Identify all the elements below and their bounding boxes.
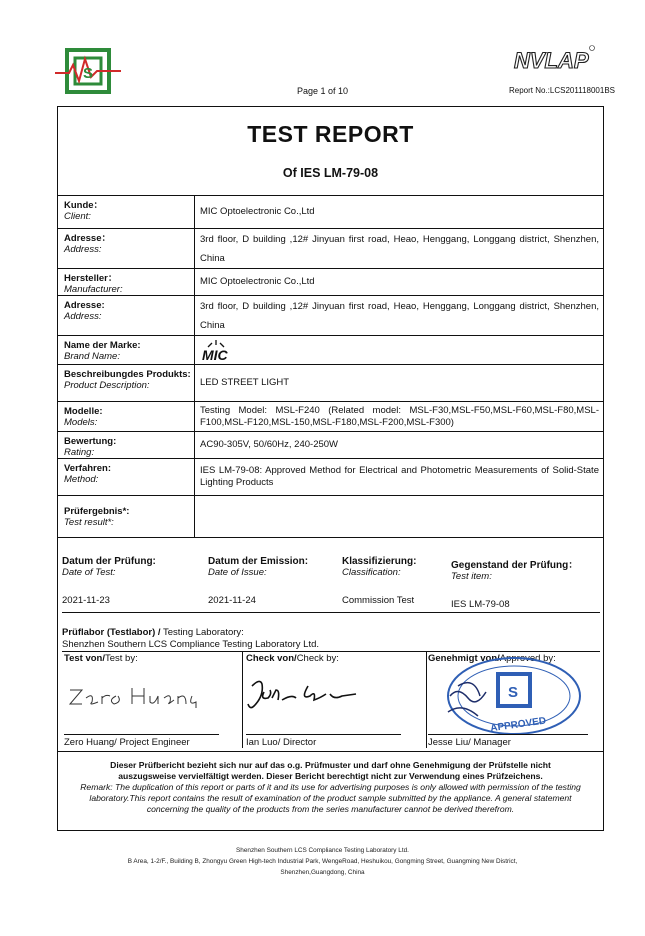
- test-by-label-en: Test by:: [105, 653, 138, 664]
- signature-line: [64, 734, 219, 735]
- divider: [57, 751, 604, 752]
- brand-label-de: Name der Marke:: [64, 340, 141, 351]
- product-label-de: Beschreibungdes Produkts:: [64, 369, 191, 380]
- date-of-issue-label-de: Datum der Emission:: [208, 556, 309, 567]
- signature-line: [246, 734, 401, 735]
- svg-text:APPROVED: APPROVED: [489, 715, 547, 735]
- date-of-test-label-de: Datum der Prüfung:: [62, 556, 156, 567]
- rating-label-de: Bewertung:: [64, 436, 117, 447]
- test-item: [451, 556, 578, 610]
- client-label-en: Client:: [64, 211, 91, 222]
- client-value: MIC Optoelectronic Co.,Ltd: [200, 206, 315, 217]
- row-client: [57, 196, 604, 229]
- info-table: [57, 195, 604, 538]
- row-rating: [57, 432, 604, 459]
- row-method: [57, 459, 604, 496]
- row-manufacturer-address: [57, 296, 604, 336]
- footer-address: B Area, 1-2/F., Building B, Zhongyu Green High-tech Industrial Park, WengeRoad, Heshuikou, Gongming Street, Guangming New District,: [127, 858, 518, 865]
- divider: [62, 612, 600, 613]
- check-by-label-de: Check von/: [246, 653, 297, 664]
- rating-label-en: Rating:: [64, 447, 95, 458]
- check-by-label-en: Check by:: [296, 653, 339, 664]
- lab-label-en: Testing Laboratory:: [160, 627, 244, 638]
- test-by-label: [64, 653, 138, 664]
- result-label-en: Test result*:: [64, 517, 114, 528]
- lab-name: Shenzhen Southern LCS Compliance Testing Laboratory Ltd.: [62, 639, 320, 650]
- test-item-label-en: Test item:: [451, 571, 492, 582]
- signature-zero-huang: [68, 684, 198, 715]
- test-by-label-de: Test von/: [64, 653, 105, 664]
- method-label-de: Verfahren:: [64, 463, 111, 474]
- footer: [0, 845, 645, 878]
- nvlap-logo: [512, 44, 596, 78]
- classification: [342, 556, 416, 606]
- row-brand: [57, 336, 604, 365]
- report-number: Report No.:LCS201118001BS: [509, 86, 615, 95]
- manufacturer-value: MIC Optoelectronic Co.,Ltd: [200, 276, 315, 287]
- address-label-de: Adresse：: [64, 233, 111, 244]
- signature-ian-luo: [246, 676, 366, 721]
- date-of-test: [62, 556, 156, 606]
- row-product: [57, 365, 604, 402]
- classification-label-en: Classification:: [342, 567, 401, 578]
- product-label-en: Product Description:: [64, 380, 150, 391]
- svg-text:MIC: MIC: [202, 347, 228, 362]
- result-label-de: Prüfergebnis*:: [64, 506, 130, 517]
- divider: [242, 651, 243, 748]
- divider: [426, 651, 427, 748]
- date-of-test-value: 2021-11-23: [62, 595, 110, 606]
- brand-logo: [195, 336, 604, 364]
- test-item-label-de: Gegenstand der Prüfung：: [451, 560, 579, 571]
- client-label-de: Kunde：: [64, 200, 104, 211]
- checker-name: Ian Luo/ Director: [246, 737, 317, 748]
- brand-label-en: Brand Name:: [64, 351, 120, 362]
- page-number: Page 1 of 10: [296, 86, 349, 96]
- product-value: LED STREET LIGHT: [200, 377, 290, 388]
- approval-stamp: [428, 656, 588, 743]
- models-label-en: Models:: [64, 417, 98, 428]
- check-by-label: [246, 653, 339, 664]
- row-manufacturer: [57, 269, 604, 296]
- rating-value: AC90-305V, 50/60Hz, 240-250W: [200, 439, 339, 450]
- divider: [62, 651, 600, 652]
- manufacturer-address-value: 3rd floor, D building ,12# Jinyuan first road, Heao, Henggang, Longgang district, Shenzhen, China: [200, 300, 599, 331]
- report-subtitle: Of IES LM-79-08: [282, 166, 379, 180]
- result-value: [195, 496, 604, 537]
- manufacturer-address-label-de: Adresse:: [64, 300, 105, 311]
- models-label-de: Modelle:: [64, 406, 103, 417]
- address-label-en: Address:: [64, 244, 102, 255]
- date-of-issue-value: 2021-11-24: [208, 595, 256, 606]
- svg-text:S: S: [508, 684, 519, 701]
- approved-by-label-en: Approved by:: [499, 653, 556, 664]
- remark-en: Remark: The duplication of this report or parts of it and its use for advertising purposes is only allowed with permission of the testing laboratory.This report contains the result of examination of the product sample submitted by the appliance. A general statement concerning the quality of the products from the series manufacturer cannot be derived therefrom.: [80, 782, 581, 814]
- svg-text:S: S: [83, 65, 94, 82]
- footer-city: Shenzhen,Guangdong, China: [280, 869, 365, 876]
- method-value: IES LM-79-08: Approved Method for Electrical and Photometric Measurements of Solid-State Lighting Products: [200, 465, 599, 488]
- remark: [57, 760, 604, 815]
- models-value: Testing Model: MSL-F240 (Related model: MSL-F30,MSL-F50,MSL-F60,MSL-F80,MSL-F100,MSL-F120,MSL-150,MSL-F180,MSL-F200,MSL-F300): [200, 404, 599, 428]
- date-of-issue-label-en: Date of Issue:: [208, 567, 267, 578]
- approved-by-label-de: Genehmigt von/: [428, 653, 500, 664]
- tester-name: Zero Huang/ Project Engineer: [64, 737, 190, 748]
- report-title: TEST REPORT: [247, 121, 414, 147]
- classification-value: Commission Test: [342, 595, 415, 606]
- approver-name: Jesse Liu/ Manager: [428, 737, 511, 748]
- footer-lab-name: Shenzhen Southern LCS Compliance Testing Laboratory Ltd.: [236, 847, 409, 854]
- lab-label-de: Prüflabor (Testlabor) /: [62, 627, 161, 638]
- manufacturer-label-en: Manufacturer:: [64, 284, 123, 295]
- date-of-issue: [208, 556, 308, 606]
- date-of-test-label-en: Date of Test:: [62, 567, 116, 578]
- signature-line: [428, 734, 588, 735]
- manufacturer-label-de: Hersteller：: [64, 273, 118, 284]
- manufacturer-address-label-en: Address:: [64, 311, 102, 322]
- row-address: [57, 229, 604, 269]
- row-models: [57, 402, 604, 432]
- address-value: 3rd floor, D building ,12# Jinyuan first road, Heao, Henggang, Longgang district, Shenzhen, China: [200, 233, 599, 264]
- row-test-result: [57, 496, 604, 538]
- method-label-en: Method:: [64, 474, 99, 485]
- classification-label-de: Klassifizierung:: [342, 556, 417, 567]
- remark-de: Dieser Prüfbericht bezieht sich nur auf das o.g. Prüfmuster und darf ohne Genehmigung der Prüfstelle nicht auszugsweise vervielfältigt werden. Dieser Bericht berechtigt nicht zur Verwendung eines Prüfzeichens.: [110, 760, 551, 781]
- lab-heading: [62, 627, 244, 638]
- test-item-value: IES LM-79-08: [451, 599, 510, 610]
- svg-text:NVLAP: NVLAP: [514, 48, 589, 73]
